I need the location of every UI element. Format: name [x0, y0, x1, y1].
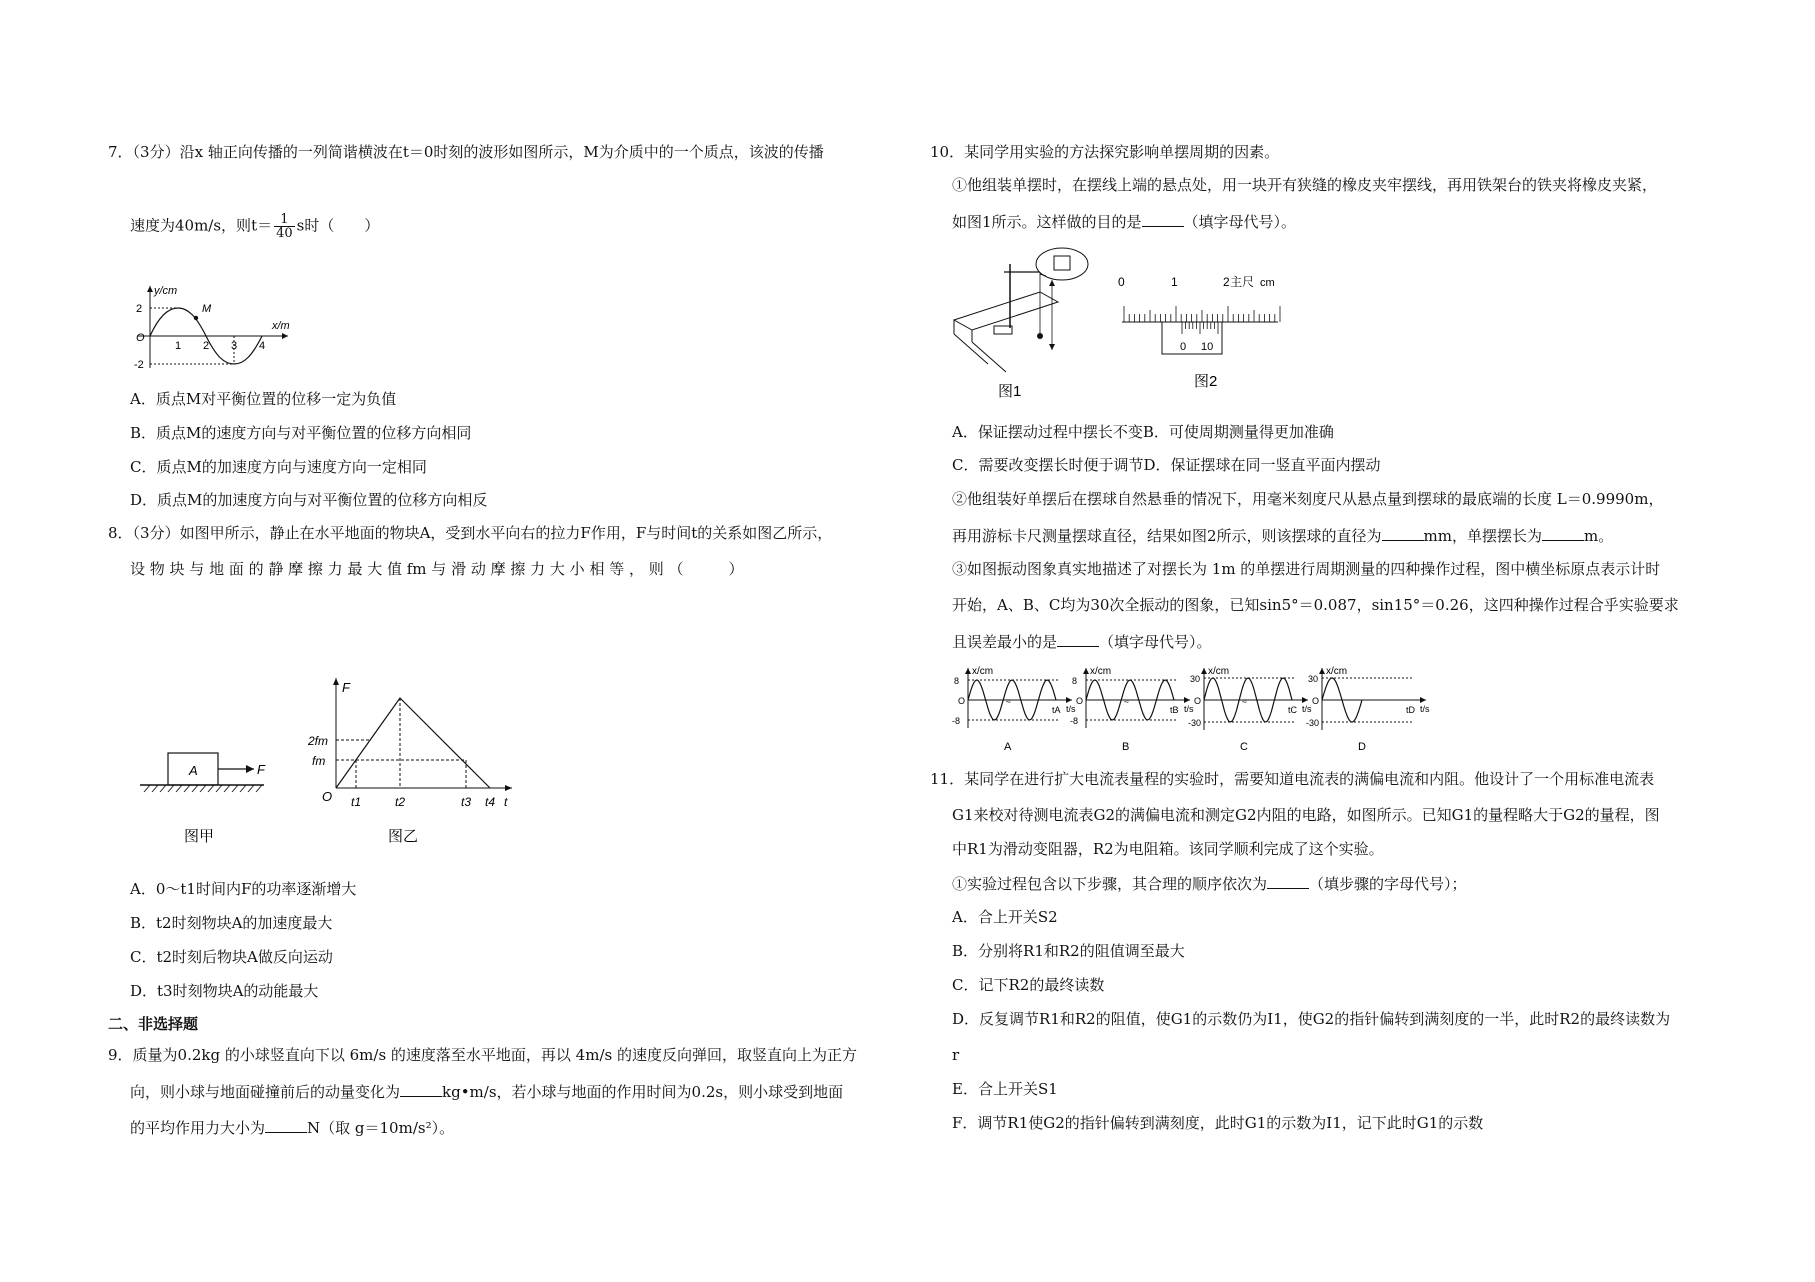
q7-yneg: -2 — [134, 359, 144, 371]
q8-line1: 8．（3分）如图甲所示，静止在水平地面的物块A，受到水平向右的拉力F作用，F与时间t的关系如图乙所示， — [108, 524, 833, 542]
q7-tick-1: 1 — [175, 340, 182, 352]
q11-p1 — [952, 874, 1467, 893]
q9-line3 — [130, 1118, 454, 1137]
q11-line2: G1来校对待测电流表G2的满偏电流和测定G2内阻的电路，如图所示。已知G1的量程略大于G2的量程，图 — [952, 806, 1660, 824]
q10-wave-amp-neg: -30 — [1188, 718, 1202, 728]
q10-figure-2 — [1118, 274, 1308, 394]
q10-wave-amp-neg: -8 — [952, 716, 961, 726]
q10-fig2-main-scale: 主尺 — [1230, 275, 1255, 289]
q8-tick-t3: t3 — [461, 795, 472, 809]
q10-p3-line3-post: （填字母代号）。 — [1099, 633, 1212, 651]
q10-wave-tlabel: tB — [1170, 705, 1179, 715]
q10-p3-line3 — [952, 632, 1212, 651]
q9-blank-momentum[interactable] — [400, 1082, 442, 1097]
q9-line2-post: kg•m/s，若小球与地面的作用时间为0.2s，则小球受到地面 — [442, 1083, 844, 1101]
q10-wave-xlabel: t/s — [1420, 704, 1430, 714]
q11-line1: 11．某同学在进行扩大电流表量程的实验时，需要知道电流表的满偏电流和内阻。他设计了一个用标准电流表 — [930, 770, 1655, 788]
q11-blank-order[interactable] — [1267, 874, 1309, 889]
q10-p2-line2-post: m。 — [1584, 527, 1614, 545]
q7-point-m: M — [202, 303, 212, 315]
q7-line2-pre: 速度为40m/s，则t＝ — [130, 216, 273, 235]
svg-text:≈: ≈ — [1124, 696, 1129, 706]
q7-tick-4: 4 — [259, 340, 266, 352]
q9-line3-post: N（取 g＝10m/s²）。 — [307, 1119, 455, 1137]
q8-ylabel-f: F — [342, 680, 350, 695]
q11-p1-pre: ①实验过程包含以下步骤，其合理的顺序依次为 — [952, 875, 1268, 893]
q10-wave-amp-pos: 8 — [1072, 676, 1078, 686]
q7-option-b: B．质点M的速度方向与对平衡位置的位移方向相同 — [130, 424, 472, 442]
q7-wave-graph — [126, 280, 306, 372]
q10-wave-origin: O — [958, 696, 966, 706]
q10-p1-line1: ①他组装单摆时，在摆线上端的悬点处，用一块开有狭缝的橡皮夹牢摆线，再用铁架台的铁夹将橡皮夹紧， — [952, 176, 1658, 194]
q8-option-a: A．0～t1时间内F的功率逐渐增大 — [130, 880, 357, 898]
q10-p1-line2 — [952, 212, 1296, 231]
q10-wave-ylabel: x/cm — [1208, 666, 1230, 677]
q11-step-b: B．分别将R1和R2的阻值调至最大 — [952, 942, 1185, 960]
q9-line2 — [130, 1082, 843, 1101]
q8-line2: 设 物 块 与 地 面 的 静 摩 擦 力 最 大 值 fm 与 滑 动 摩 擦 力 大 小 相 等 ， 则 （ ） — [130, 560, 744, 578]
q10-wave-origin: O — [1076, 696, 1084, 706]
q10-fig1-caption: 图1 — [998, 383, 1022, 400]
q10-wave-c — [1188, 666, 1312, 753]
section-heading: 二、非选择题 — [108, 1015, 199, 1033]
q10-wave-xlabel: t/s — [1184, 704, 1194, 714]
q10-blank-purpose[interactable] — [1142, 212, 1184, 227]
q10-fig2-vernier-10: 10 — [1201, 341, 1214, 353]
q7-option-d: D．质点M的加速度方向与对平衡位置的位移方向相反 — [130, 491, 488, 509]
q10-wave-b — [1070, 666, 1194, 753]
q10-wave-origin: O — [1312, 696, 1320, 706]
q9-line2-pre: 向，则小球与地面碰撞前后的动量变化为 — [130, 1083, 401, 1101]
q7-frac-num: 1 — [274, 213, 295, 227]
q8-tick-t2: t2 — [395, 795, 406, 809]
q10-wave-origin: O — [1194, 696, 1202, 706]
svg-text:≈: ≈ — [1006, 696, 1011, 706]
q7-xlabel: x/m — [272, 320, 290, 332]
q7-ylabel: y/cm — [154, 285, 178, 297]
q7-line2 — [130, 213, 379, 240]
q8-option-d: D．t3时刻物块A的动能最大 — [130, 982, 319, 1000]
q10-wave-a — [952, 666, 1079, 753]
q11-step-e: E．合上开关S1 — [952, 1080, 1058, 1098]
q8-caption-a: 图甲 — [184, 828, 215, 845]
q11-step-f: F．调节R1使G2的指针偏转到满刻度，此时G1的示数为I1，记下此时G1的示数 — [952, 1114, 1484, 1132]
q10-p2-line2-pre: 再用游标卡尺测量摆球直径，结果如图2所示，则该摆球的直径为 — [952, 527, 1382, 545]
q10-p2-line1: ②他组装好单摆后在摆球自然悬垂的情况下，用毫米刻度尺从悬点量到摆球的最底端的长度 L＝0.9990m， — [952, 490, 1664, 508]
q10-blank-diameter[interactable] — [1382, 526, 1424, 541]
q10-fig2-tick-0: 0 — [1118, 275, 1125, 289]
q10-blank-best[interactable] — [1057, 632, 1099, 647]
q8-y-fm: fm — [312, 754, 326, 768]
q7-option-a: A．质点M对平衡位置的位移一定为负值 — [130, 390, 397, 408]
svg-text:≈: ≈ — [1242, 696, 1247, 706]
q10-wave-xlabel: t/s — [1302, 704, 1312, 714]
q10-fig2-vernier-0: 0 — [1180, 341, 1187, 353]
q11-line3: 中R1为滑动变阻器，R2为电阻箱。该同学顺利完成了这个实验。 — [952, 840, 1384, 858]
q9-line1: 9．质量为0.2kg 的小球竖直向下以 6m/s 的速度落至水平地面，再以 4m/s 的速度反向弹回，取竖直向上为正方 — [108, 1046, 857, 1064]
q10-p3-line3-pre: 且误差最小的是 — [952, 633, 1058, 651]
q9-blank-force[interactable] — [265, 1118, 307, 1133]
q10-line1: 10．某同学用实验的方法探究影响单摆周期的因素。 — [930, 143, 1280, 161]
q11-step-a: A．合上开关S2 — [952, 908, 1058, 926]
q10-wave-amp-pos: 30 — [1308, 674, 1319, 684]
q8-caption-b: 图乙 — [388, 828, 419, 845]
q8-figure-b — [300, 668, 530, 858]
q10-figure-1 — [950, 244, 1090, 404]
q8-force-label: F — [257, 762, 265, 777]
q10-fig2-tick-1: 1 — [1171, 275, 1178, 289]
q10-wave-amp-neg: -30 — [1306, 718, 1320, 728]
q8-tick-t1: t1 — [351, 795, 362, 809]
q7-frac-den: 40 — [276, 226, 293, 241]
q7-option-c: C．质点M的加速度方向与速度方向一定相同 — [130, 458, 427, 476]
q10-wave-label: A — [1004, 741, 1012, 753]
q10-wave-tlabel: tC — [1288, 705, 1297, 715]
q8-xlabel-t: t — [504, 795, 508, 809]
q10-wave-amp-pos: 8 — [954, 676, 960, 686]
q10-wave-amp-pos: 30 — [1190, 674, 1201, 684]
q7-tick-3: 3 — [231, 340, 238, 352]
q7-tick-2: 2 — [203, 340, 210, 352]
q10-wave-tlabel: tD — [1406, 705, 1415, 715]
q10-p1-line2-pre: 如图1所示。这样做的目的是 — [952, 213, 1142, 231]
q10-p3-line2: 开始，A、B、C均为30次全振动的图象，已知sin5°＝0.087，sin15°＝0.26，这四种操作过程合乎实验要求 — [952, 596, 1679, 614]
q11-p1-post: （填步骤的字母代号）； — [1309, 875, 1467, 893]
q10-wave-label: D — [1358, 741, 1366, 753]
q11-step-d-cont: r — [952, 1046, 960, 1064]
q10-p2-line2-mid: mm，单摆摆长为 — [1423, 527, 1542, 545]
q10-wave-tlabel: tA — [1052, 705, 1061, 715]
q10-wave-ylabel: x/cm — [972, 666, 994, 677]
q7-fraction — [274, 213, 295, 240]
q8-tick-t4: t4 — [485, 795, 496, 809]
q10-wave-ylabel: x/cm — [1090, 666, 1112, 677]
q10-wave-label: C — [1240, 741, 1248, 753]
q7-origin: O — [136, 332, 145, 344]
q11-step-c: C．记下R2的最终读数 — [952, 976, 1105, 994]
q10-wave-xlabel: t/s — [1066, 704, 1076, 714]
q8-block-label: A — [189, 763, 198, 778]
q10-wave-ylabel: x/cm — [1326, 666, 1348, 677]
q7-line2-post: s时（ ） — [296, 216, 380, 235]
q10-wave-graphs — [950, 664, 1430, 754]
q8-figure-a — [132, 745, 282, 855]
q10-wave-amp-neg: -8 — [1070, 716, 1079, 726]
q8-y-2fm: 2fm — [308, 734, 329, 748]
q10-option-cd: C．需要改变摆长时便于调节D．保证摆球在同一竖直平面内摆动 — [952, 456, 1381, 474]
q10-fig2-caption: 图2 — [1194, 373, 1218, 390]
q8-origin: O — [322, 789, 333, 804]
q11-step-d: D．反复调节R1和R2的阻值，使G1的示数仍为I1，使G2的指针偏转到满刻度的一半，此时R2的最终读数为 — [952, 1010, 1671, 1028]
q10-wave-label: B — [1122, 741, 1130, 753]
q8-option-c: C．t2时刻后物块A做反向运动 — [130, 948, 333, 966]
q10-wave-d — [1306, 666, 1430, 753]
q7-line1: 7．（3分）沿x 轴正向传播的一列简谐横波在t＝0时刻的波形如图所示，M为介质中的一个质点，该波的传播 — [108, 143, 824, 161]
q10-p1-line2-post: （填字母代号）。 — [1183, 213, 1297, 231]
q10-fig2-tick-2: 2 — [1223, 275, 1230, 289]
q9-line3-pre: 的平均作用力大小为 — [130, 1119, 266, 1137]
q10-option-ab: A．保证摆动过程中摆长不变B．可使周期测量得更加准确 — [952, 423, 1334, 441]
q10-blank-length[interactable] — [1542, 526, 1584, 541]
q10-p2-line2 — [952, 526, 1613, 545]
q10-fig2-unit: cm — [1260, 277, 1275, 289]
q7-ypos: 2 — [136, 303, 143, 315]
q8-option-b: B．t2时刻物块A的加速度最大 — [130, 914, 333, 932]
q10-p3-line1: ③如图振动图象真实地描述了对摆长为 1m 的单摆进行周期测量的四种操作过程，图中横坐标原点表示计时 — [952, 560, 1661, 578]
